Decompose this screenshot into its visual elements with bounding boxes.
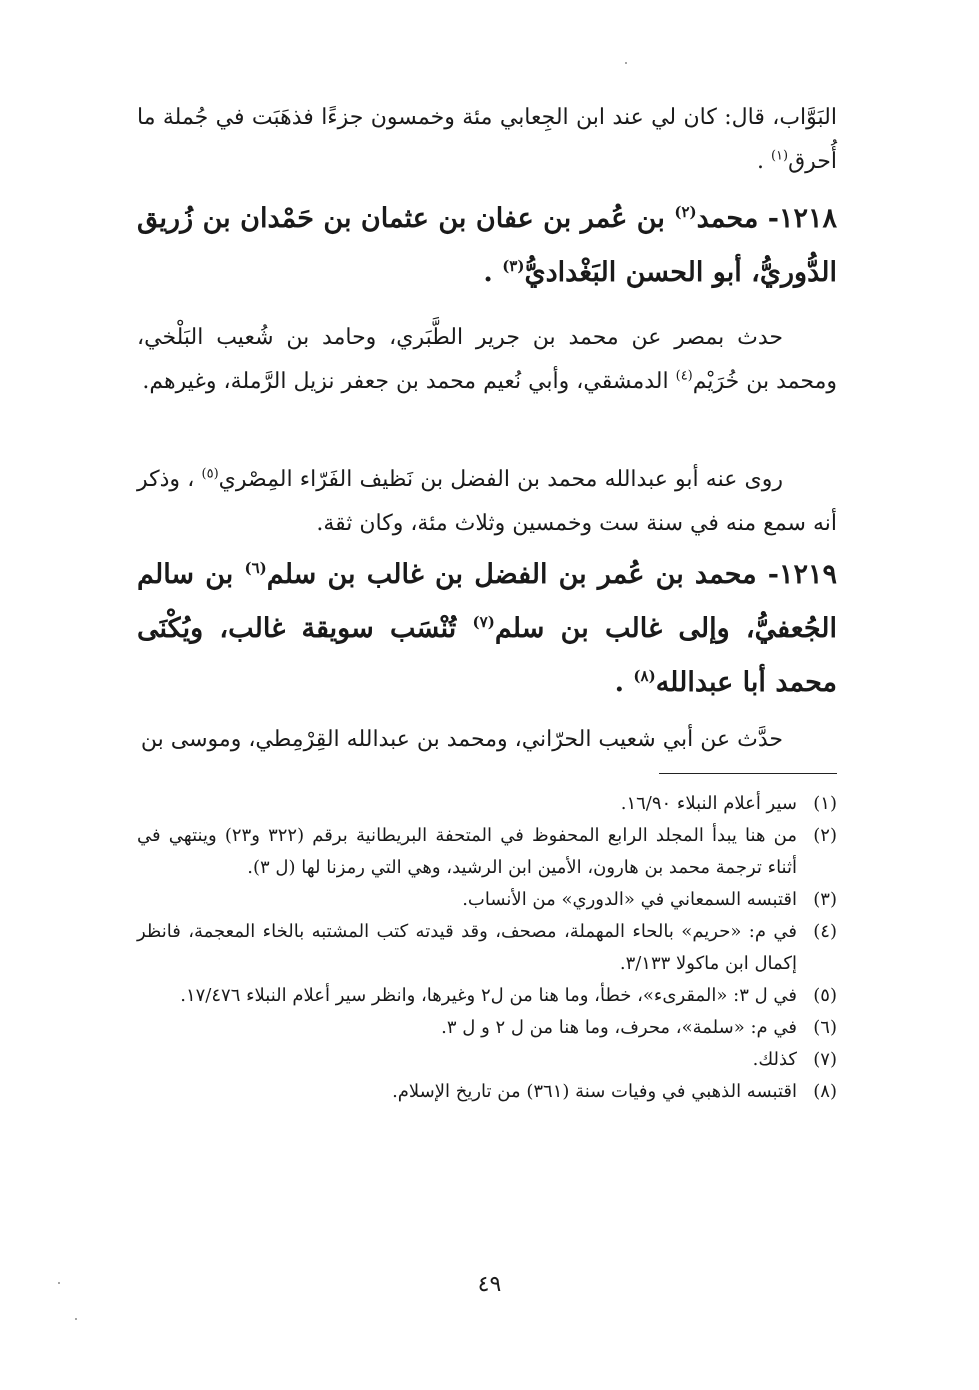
text-run: . <box>483 257 503 288</box>
text-run: ، وذكر أنه سمع منه في سنة ست وخمسين وثلاث مئة، وكان ثقة. <box>137 467 837 536</box>
paragraph-1219-narrated <box>137 718 837 762</box>
text-run: الدمشقي، وأبي نُعيم محمد بن جعفر نزيل الرَّملة، وغيرهم. <box>142 369 676 394</box>
footnote-marker: (٢) <box>674 203 697 221</box>
footnote-number: (٣) <box>813 889 837 910</box>
footnote-item <box>137 1076 837 1108</box>
footnote-number: (٧) <box>813 1049 837 1070</box>
footnote-number: (٦) <box>813 1017 837 1038</box>
paragraph-continuation <box>137 96 837 184</box>
footnote-text: في م: «حريم» بالحاء المهملة، مصحف، وقد قيدته كتب المشتبه بالخاء المعجمة، فانظر إكمال ابن ماكولا ٣/١٣٣. <box>137 921 797 974</box>
text-run: البَوَّاب، قال: كان لي عند ابن الجِعابي مئة وخمسون جزءًا فذهَبَت في جُملة ما أُحرق <box>137 105 837 174</box>
entry-heading-1218 <box>137 192 837 300</box>
footnote-separator <box>659 773 837 774</box>
text-run: بن عُمر بن عفان بن عثمان بن حَمْدان بن زُريق الدُّوريُّ، أبو الحسن البَغْداديُّ <box>137 203 837 288</box>
footnote-item <box>137 788 837 820</box>
footnote-item <box>137 916 837 980</box>
scan-speck <box>75 1318 77 1320</box>
text-run: روى عنه أبو عبدالله محمد بن الفضل بن نَظيف الفَرّاء المِصْري <box>218 467 783 492</box>
footnote-text: كذلك. <box>752 1049 797 1070</box>
footnote-text: من هنا يبدأ المجلد الرابع المحفوظ في المتحفة البريطانية برقم (٣٢٢ و٢٣) وينتهي في أثناء ترجمة محمد بن هارون، الأمين ابن الرشيد، وهي التي رمزنا لها (ل ٣). <box>137 825 797 878</box>
footnotes <box>137 788 837 1108</box>
footnote-item <box>137 884 837 916</box>
footnote-number: (٤) <box>813 921 837 942</box>
footnote-text: اقتبسه الذهبي في وفيات سنة (٣٦١) من تاريخ الإسلام. <box>392 1081 797 1102</box>
footnote-marker: (٤) <box>675 368 693 384</box>
footnote-number: (٢) <box>813 825 837 846</box>
entry-heading-1219 <box>137 548 837 710</box>
text-run: ١٢١٩- محمد بن عُمر بن الفضل بن غالب بن سلم <box>266 559 837 590</box>
footnote-marker: (٨) <box>633 667 656 685</box>
paragraph-1218-narrated <box>137 316 837 404</box>
text-run: تُنْسَب سويقة غالب، ويُكْنَى محمد أبا عبدالله <box>137 613 837 698</box>
footnote-item <box>137 1012 837 1044</box>
footnote-marker: (٧) <box>472 613 495 631</box>
footnote-marker: (٣) <box>502 257 525 275</box>
text-run: . <box>756 149 771 174</box>
text-run: بن سالم الجُعفيُّ، وإلى غالب بن سلم <box>137 559 837 644</box>
footnote-text: في ل ٣: «المقرىء»، خطأ، وما هنا من ل٢ وغيرها، وانظر سير أعلام النبلاء ١٧/٤٧٦. <box>180 985 797 1006</box>
footnote-text: سير أعلام النبلاء ١٦/٩٠. <box>620 793 797 814</box>
paragraph-1218-narrators <box>137 458 837 546</box>
footnote-marker: (٦) <box>244 559 267 577</box>
scan-speck <box>625 62 627 64</box>
footnote-item <box>137 1044 837 1076</box>
footnote-text: في م: «سلمة»، محرف، وما هنا من ل ٢ و ل ٣. <box>441 1017 797 1038</box>
footnote-marker: (١) <box>770 148 789 164</box>
text-run: ١٢١٨- محمد <box>696 203 837 234</box>
footnote-item <box>137 980 837 1012</box>
footnote-text: اقتبسه السمعاني في «الدوري» من الأنساب. <box>462 889 797 910</box>
text-run: . <box>614 667 634 698</box>
footnote-marker: (٥) <box>201 466 219 482</box>
footnote-item <box>137 820 837 884</box>
footnote-number: (٨) <box>813 1081 837 1102</box>
text-run: حدث بمصر عن محمد بن جرير الطَّبَري، وحامد بن شُعيب البَلْخي، ومحمد بن خُرَيْم <box>137 325 837 394</box>
page-number: ٤٩ <box>477 1272 502 1297</box>
footnote-number: (١) <box>813 793 837 814</box>
footnote-number: (٥) <box>813 985 837 1006</box>
text-run: حدَّث عن أبي شعيب الحرّاني، ومحمد بن عبدالله القِرْمِطي، وموسى بن <box>140 727 783 752</box>
